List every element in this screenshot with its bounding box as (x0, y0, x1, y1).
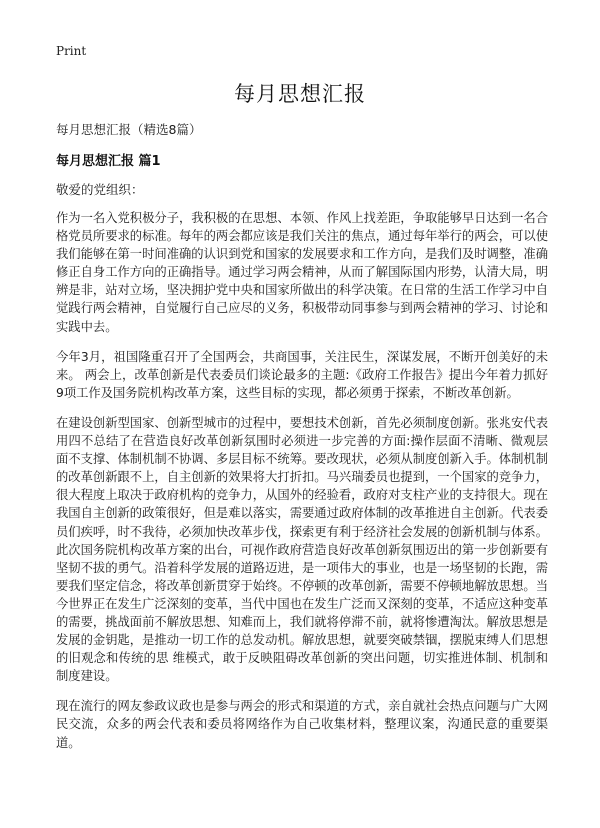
print-link[interactable]: Print (56, 44, 87, 58)
document-title: 每月思想汇报 (234, 82, 366, 106)
paragraph: 今年3月，祖国隆重召开了全国两会，共商国事，关注民生，深谋发展，不断开创美好的未来。 两会上，改革创新是代表委员们谈论最多的主题:《政府工作报告》提出今年着力抓好9项工作及国务院机构改革方案，这些目标的实现，都必须勇于探索，不断改革创新。 (56, 349, 548, 400)
salutation: 敬爱的党组织： (56, 182, 144, 197)
paragraph: 在建设创新型国家、创新型城市的过程中，要想技术创新，首先必须制度创新。张兆安代表用四不总结了在营造良好改革创新氛围时必须进一步完善的方面:操作层面不清晰、微观层面不支撑、体制机制不协调、多层目标不统筹。要改现状，必须从制度创新入手。体制机制的改革创新跟不上，自主创新的效果将大打折扣。马兴瑞委员也提到，一个国家的竞争力，很大程度上取决于政府机构的竞争力，从国外的经验看，政府对支柱产业的支持很大。现在我国自主创新的政策很好，但是难以落实，需要通过政府体制的改革推进自主创新。代表委员们疾呼，时不我待，必须加快改革步伐，探索更有利于经济社会发展的创新机制与体系。此次国务院机构改革方案的出台，可视作政府营造良好改革创新氛围迈出的第一步创新要有坚韧不拔的勇气。沿着科学发展的道路迈进，是一项伟大的事业，也是一场坚韧的长跑，需要我们坚定信念，将改革创新贯穿于始终。不停顿的改革创新，需要不停顿地解放思想。当今世界正在发生广泛深刻的变革，当代中国也在发生广泛而又深刻的变革，不适应这种变革的需要，挑战面前不解放思想、知难而上，我们就将停滞不前，就将惨遭淘汰。解放思想是发展的金钥匙，是推动一切工作的总发动机。解放思想，就要突破禁锢，摆脱束缚人们思想的旧观念和传统的思 维模式，敢于反映阻碍改革创新的突出问题，切实推进体制、机制和制度建设。 (56, 415, 548, 684)
paragraph: 作为一名入党积极分子，我积极的在思想、本领、作风上找差距，争取能够早日达到一名合格党员所要求的标准。每年的两会都应该是我们关注的焦点，通过每年举行的两会，可以使我们能够在第一时间准确的认识到党和国家的发展要求和工作方向，是我们及时调整，准确修正自身工作方向的正确指导。通过学习两会精神，从而了解国际国内形势，认清大局，明辨是非，站对立场，坚决拥护党中央和国家所做出的科学决策。在日常的生活工作学习中自觉践行两会精神，自觉履行自己应尽的义务，积极带动同事参与到两会精神的学习、讨论和实践中去。 (56, 211, 548, 334)
section-heading: 每月思想汇报 篇1 (56, 154, 161, 169)
document-body (56, 209, 548, 764)
paragraph: 现在流行的网友参政议政也是参与两会的形式和渠道的方式，亲自就社会热点问题与广大网民交流，众多的两会代表和委员将网络作为自己收集材料，整理议案，沟通民意的重要渠道。 (56, 699, 548, 750)
document-subtitle: 每月思想汇报（精选8篇） (56, 122, 202, 137)
